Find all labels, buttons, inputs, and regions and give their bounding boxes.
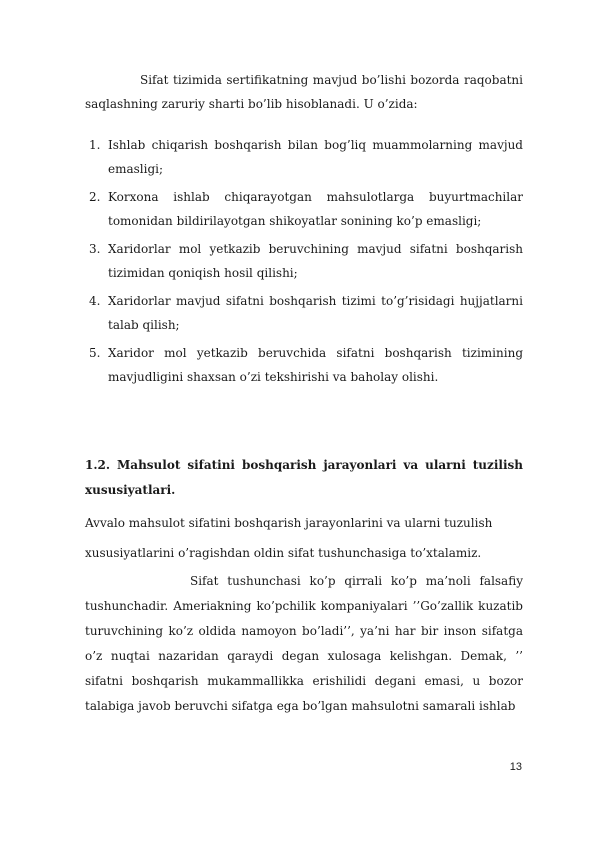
requirements-list bbox=[85, 133, 523, 393]
list-item bbox=[85, 185, 523, 233]
list-item-number: 3. bbox=[89, 242, 101, 256]
page-number: 13 bbox=[509, 761, 522, 773]
list-item bbox=[85, 237, 523, 285]
list-item-text: Xaridorlar mol yetkazib beruvchining mavjud sifatni boshqarish tizimidan qoniqish hosil qilishi; bbox=[108, 242, 523, 280]
list-item-number: 4. bbox=[89, 294, 101, 308]
list-item bbox=[85, 341, 523, 389]
list-item-number: 5. bbox=[89, 346, 101, 360]
list-item-text: Korxona ishlab chiqarayotgan mahsulotlarga buyurtmachilar tomonidan bildirilayotgan shikoyatlar sonining ko’p emasligi; bbox=[108, 190, 523, 228]
body-paragraph: Sifat tushunchasi ko’p qirrali ko’p ma’noli falsafiy tushunchadir. Ameriakning ko’pchilik kompaniyalari ’’Go’zallik kuzatib turuvchining ko’z oldida namoyon bo’ladi’’, ya’ni har bir inson sifatga o’z nuqtai nazaridan qaraydi degan xulosaga kelishgan. Demak, ’’ sifatni boshqarish mukammallikka erishilidi degani emasi, u bozor talabiga javob beruvchi sifatga ega bo’lgan mahsulotni samarali ishlab bbox=[85, 574, 523, 713]
intro-paragraph: Sifat tizimida sertifikatning mavjud bo’lishi bozorda raqobatni saqlashning zaruriy sharti bo’lib hisoblanadi. U o’zida: bbox=[85, 73, 523, 111]
list-item-number: 2. bbox=[89, 190, 101, 204]
list-item bbox=[85, 133, 523, 181]
list-item bbox=[85, 289, 523, 337]
list-item-number: 1. bbox=[89, 138, 101, 152]
section-heading: 1.2. Mahsulot sifatini boshqarish jarayonlari va ularni tuzilish xususiyatlari. bbox=[85, 458, 523, 497]
section-intro: Avvalo mahsulot sifatini boshqarish jarayonlarini va ularni tuzulish xususiyatlarini o’ragishdan oldin sifat tushunchasiga to’xtalamiz. bbox=[85, 516, 493, 560]
list-item-text: Xaridorlar mavjud sifatni boshqarish tizimi to’g’risidagi hujjatlarni talab qilish; bbox=[108, 294, 523, 332]
list-item-text: Xaridor mol yetkazib beruvchida sifatni boshqarish tizimining mavjudligini shaxsan o’zi tekshirishi va baholay olishi. bbox=[108, 346, 523, 384]
list-item-text: Ishlab chiqarish boshqarish bilan bog’liq muammolarning mavjud emasligi; bbox=[108, 138, 523, 176]
